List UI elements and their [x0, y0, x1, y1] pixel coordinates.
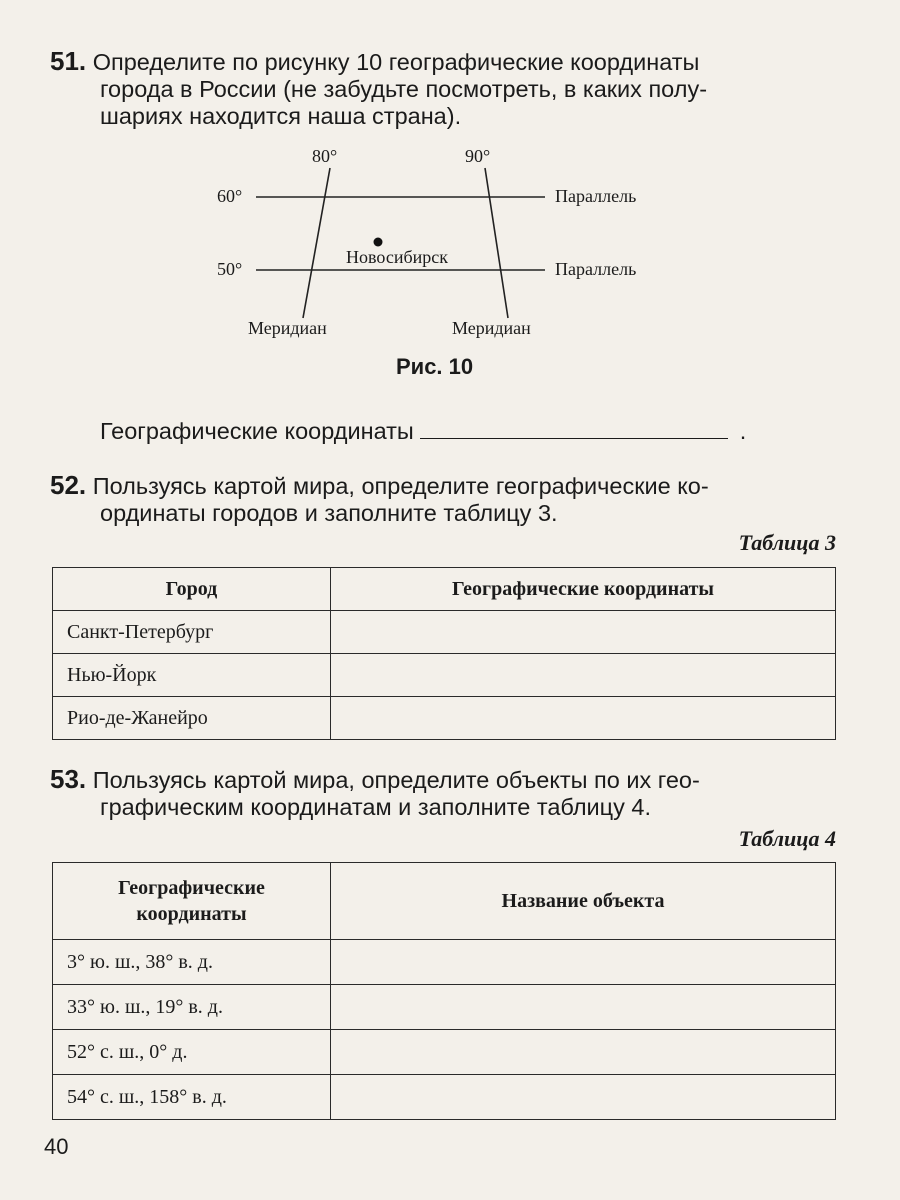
city-cell: Нью-Йорк [53, 654, 331, 697]
task-text-line: ординаты городов и заполните таблицу 3. [100, 500, 558, 526]
meridian-left-caption: Меридиан [248, 318, 327, 338]
coordinates-cell: 52° с. ш., 0° д. [53, 1030, 331, 1075]
table-row [53, 1075, 836, 1120]
answer-cell[interactable] [331, 654, 836, 697]
answer-blank[interactable] [420, 418, 728, 439]
answer-cell[interactable] [331, 1075, 836, 1120]
novosibirsk-dot [374, 238, 383, 247]
task-text-line: шариях находится наша страна). [100, 103, 462, 129]
page-number: 40 [44, 1134, 69, 1159]
table-row [53, 1030, 836, 1075]
meridian-90-label: 90° [465, 146, 491, 166]
city-cell: Санкт-Петербург [53, 611, 331, 654]
parallel-top-caption: Параллель [555, 186, 637, 206]
task-53 [50, 766, 840, 821]
coords-period: . [739, 418, 747, 444]
task-text-line: Пользуясь картой мира, определите объекты по их гео- [92, 767, 700, 793]
task-text-line: Определите по рисунку 10 географические координаты [92, 49, 700, 75]
coordinates-cell: 33° ю. ш., 19° в. д. [53, 985, 331, 1030]
meridian-right-caption: Меридиан [452, 318, 531, 338]
task-text-line: графическим координатам и заполните таблицу 4. [100, 794, 652, 820]
parallel-bottom-caption: Параллель [555, 259, 637, 279]
answer-cell[interactable] [331, 985, 836, 1030]
meridian-80-line [303, 168, 330, 318]
table-row [53, 611, 836, 654]
coordinates-cell: 54° с. ш., 158° в. д. [53, 1075, 331, 1120]
task-number: 52. [50, 470, 87, 500]
header-coordinates [53, 863, 331, 940]
figure-caption: Рис. 10 [396, 354, 474, 379]
table-4-title: Таблица 4 [738, 826, 836, 851]
answer-cell[interactable] [331, 1030, 836, 1075]
table-header-row [53, 568, 836, 611]
parallel-50-label: 50° [217, 259, 243, 279]
header-object-name: Название объекта [331, 863, 836, 940]
task-52 [50, 472, 840, 527]
coordinates-cell: 3° ю. ш., 38° в. д. [53, 940, 331, 985]
parallel-60-label: 60° [217, 186, 243, 206]
city-cell: Рио-де-Жанейро [53, 697, 331, 740]
task-number: 53. [50, 764, 87, 794]
answer-cell[interactable] [331, 940, 836, 985]
task-number: 51. [50, 46, 87, 76]
coords-prompt: Географические координаты [100, 418, 414, 444]
task-text-line: Пользуясь картой мира, определите географические ко- [92, 473, 709, 499]
header-line: координаты [136, 903, 247, 925]
table-row [53, 654, 836, 697]
city-label: Новосибирск [346, 247, 448, 267]
task-text-line: города в России (не забудьте посмотреть, в каких полу- [100, 76, 708, 102]
header-coordinates: Географические координаты [331, 568, 836, 611]
table-row [53, 697, 836, 740]
table-row [53, 940, 836, 985]
table-header-row [53, 863, 836, 940]
meridian-90-line [485, 168, 508, 318]
meridian-80-label: 80° [312, 146, 338, 166]
table-row [53, 985, 836, 1030]
table-3 [52, 567, 836, 740]
table-3-title: Таблица 3 [738, 530, 836, 555]
table-4 [52, 862, 836, 1120]
figure-10-diagram [0, 0, 900, 360]
answer-cell[interactable] [331, 697, 836, 740]
header-line: Географические [118, 877, 265, 899]
header-city: Город [53, 568, 331, 611]
answer-cell[interactable] [331, 611, 836, 654]
coords-answer-line [100, 418, 746, 445]
